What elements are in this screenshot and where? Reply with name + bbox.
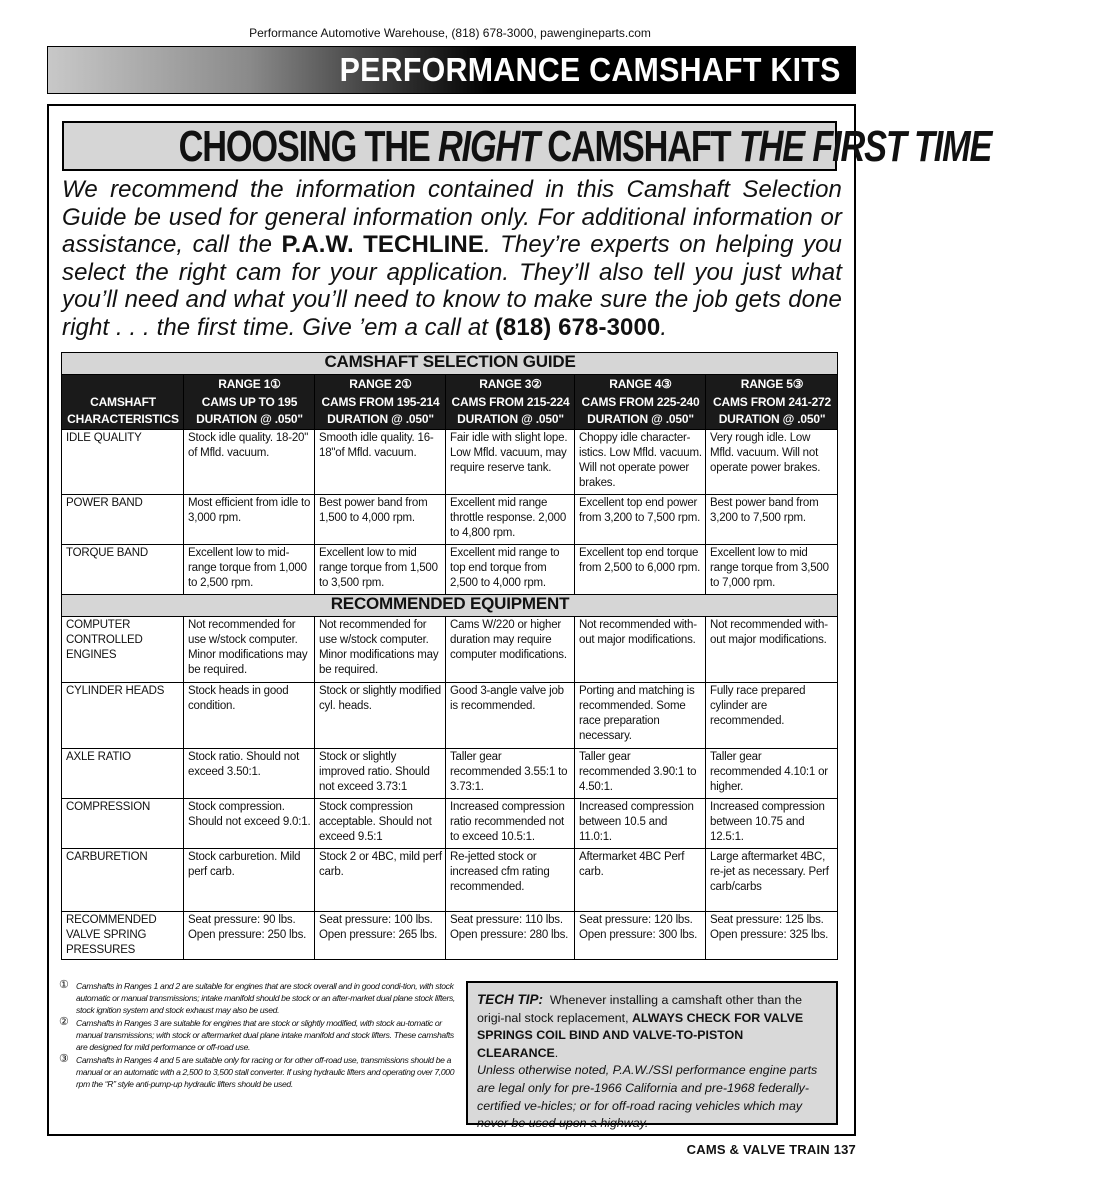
column-header-line: CAMS FROM 225-240	[581, 394, 700, 409]
table-cell: Fully race prepared cylinder are recommended.	[706, 682, 838, 748]
column-header-line: RANGE 5③	[740, 377, 804, 391]
footnote-number: ③	[59, 1053, 69, 1065]
table-row	[62, 544, 838, 594]
column-header-row	[62, 375, 838, 430]
tech-tip-box	[466, 981, 838, 1131]
table-cell: Stock idle quality. 18-20" of Mfld. vacuum.	[184, 429, 315, 494]
table-cell: Taller gear recommended 4.10:1 or higher.	[706, 748, 838, 798]
table-cell: Choppy idle character-istics. Low Mfld. vacuum. Will not operate power brakes.	[575, 429, 706, 494]
table-cell: Stock compression. Should not exceed 9.0:1.	[184, 798, 315, 848]
table-cell: Stock heads in good condition.	[184, 682, 315, 748]
table-cell: Seat pressure: 110 lbs. Open pressure: 280 lbs.	[446, 911, 575, 959]
table-cell: Re-jetted stock or increased cfm rating recommended.	[446, 848, 575, 911]
table-row	[62, 682, 838, 748]
column-header-line: CAMS FROM 241-272	[713, 394, 831, 409]
footnote-number: ①	[59, 979, 69, 991]
footnote-number: ②	[59, 1016, 69, 1028]
section-banner	[47, 46, 856, 94]
row-label: CARBURETION	[62, 848, 184, 911]
table-cell: Good 3-angle valve job is recommended.	[446, 682, 575, 748]
intro-text-2: . They’re experts on helping you select the right cam for your application. They’ll also tell you just what you’ll need and what you’ll need to know to make sure the job gets done right . . . the first time. Give ’em a call at	[62, 231, 843, 341]
techline-name: P.A.W. TECHLINE	[281, 231, 484, 259]
row-label: COMPUTER CONTROLLED ENGINES	[62, 616, 184, 682]
column-header-line: CAMSHAFT	[90, 394, 156, 409]
footnote-text: Camshafts in Ranges 4 and 5 are suitable only for racing or for other off-road use, transmissions should be a manual or an automatic with a 2,500 to 3,500 stall converter. If using hydraulic lifters and operating over 7,000 rpm the “R” style anti-pump-up hydraulic lifters should be used.	[76, 1055, 455, 1089]
table-cell: Best power band from 3,200 to 7,500 rpm.	[706, 494, 838, 544]
footnotes	[59, 980, 457, 1091]
table-row	[62, 616, 838, 682]
table-cell: Not recommended for use w/stock computer. Minor modifications may be required.	[315, 616, 446, 682]
table-cell: Stock carburetion. Mild perf carb.	[184, 848, 315, 911]
table-cell: Large aftermarket 4BC, re-jet as necessary. Perf carb/carbs	[706, 848, 838, 911]
column-header-line: CAMS FROM 215-224	[451, 394, 570, 409]
table-cell: Seat pressure: 125 lbs. Open pressure: 325 lbs.	[706, 911, 838, 959]
contact-line: Performance Automotive Warehouse, (818) 678-3000, pawengineparts.com	[249, 26, 651, 40]
row-label: AXLE RATIO	[62, 748, 184, 798]
table-cell: Seat pressure: 90 lbs. Open pressure: 250 lbs.	[184, 911, 315, 959]
tech-tip-warning: ALWAYS CHECK FOR VALVE SPRINGS COIL BIND AND VALVE-TO-PISTON CLEARANCE	[477, 1010, 804, 1060]
table-cell: Cams W/220 or higher duration may require computer modifications.	[446, 616, 575, 682]
column-header	[184, 375, 315, 430]
headline-part-3: CAMSHAFT	[538, 122, 739, 171]
table-cell: Excellent low to mid range torque from 1,500 to 3,500 rpm.	[315, 544, 446, 594]
table-cell: Stock ratio. Should not exceed 3.50:1.	[184, 748, 315, 798]
guide-title-row	[62, 353, 838, 375]
table-cell: Excellent low to mid range torque from 3,500 to 7,000 rpm.	[706, 544, 838, 594]
table-cell: Best power band from 1,500 to 4,000 rpm.	[315, 494, 446, 544]
footnote	[59, 1017, 457, 1053]
table-row	[62, 848, 838, 911]
column-header-line: DURATION @ .050"	[587, 412, 694, 426]
equipment-title-row	[62, 594, 838, 616]
column-header-line: CHARACTERISTICS	[67, 412, 179, 426]
column-header-line: RANGE 2①	[349, 377, 412, 391]
column-header-line: DURATION @ .050"	[457, 412, 564, 426]
headline-part-2: RIGHT	[437, 122, 539, 171]
table-cell: Taller gear recommended 3.90:1 to 4.50:1.	[575, 748, 706, 798]
table-cell: Excellent top end torque from 2,500 to 6,000 rpm.	[575, 544, 706, 594]
headline-part-1: CHOOSING THE	[178, 122, 438, 171]
equipment-title: RECOMMENDED EQUIPMENT	[62, 594, 838, 616]
table-cell: Fair idle with slight lope. Low Mfld. vacuum, may require reserve tank.	[446, 429, 575, 494]
column-header	[315, 375, 446, 430]
column-header-line: DURATION @ .050"	[718, 412, 826, 426]
footnote	[59, 1054, 457, 1090]
table-cell: Excellent mid range to top end torque from 2,500 to 4,000 rpm.	[446, 544, 575, 594]
row-label: POWER BAND	[62, 494, 184, 544]
column-header-line: DURATION @ .050"	[196, 412, 303, 426]
table-cell: Stock 2 or 4BC, mild perf carb.	[315, 848, 446, 911]
column-header	[62, 375, 184, 430]
column-header-line: RANGE 3②	[479, 377, 542, 391]
intro-paragraph	[62, 176, 842, 342]
intro-text-3: .	[660, 313, 668, 341]
table-row	[62, 494, 838, 544]
table-cell: Stock compression acceptable. Should not exceed 9.5:1	[315, 798, 446, 848]
table-cell: Aftermarket 4BC Perf carb.	[575, 848, 706, 911]
row-label: RECOMMENDED VALVE SPRING PRESSURES	[62, 911, 184, 959]
column-header-line: CAMS UP TO 195	[201, 394, 298, 409]
table-cell: Very rough idle. Low Mfld. vacuum. Will not operate power brakes.	[706, 429, 838, 494]
table-cell: Most efficient from idle to 3,000 rpm.	[184, 494, 315, 544]
camshaft-selection-table	[61, 352, 838, 960]
table-cell: Porting and matching is recommended. Some race preparation necessary.	[575, 682, 706, 748]
column-header	[446, 375, 575, 430]
column-header-line: CAMS FROM 195-214	[321, 394, 440, 409]
table-row	[62, 911, 838, 959]
table-row	[62, 798, 838, 848]
table-cell: Not recommended with-out major modifications.	[575, 616, 706, 682]
row-label: TORQUE BAND	[62, 544, 184, 594]
table-cell: Stock or slightly improved ratio. Should not exceed 3.73:1	[315, 748, 446, 798]
table-cell: Taller gear recommended 3.55:1 to 3.73:1.	[446, 748, 575, 798]
table-cell: Stock or slightly modified cyl. heads.	[315, 682, 446, 748]
column-header	[706, 375, 838, 430]
tech-tip-text: Whenever installing a camshaft other than the origi-nal stock replacement,	[477, 993, 802, 1025]
table-cell: Excellent mid range throttle response. 2,000 to 4,800 rpm.	[446, 494, 575, 544]
footnote-text: Camshafts in Ranges 1 and 2 are suitable for engines that are stock overall and in good condi-tion, with stock automatic or manual transmissions; intake manifold should be stock or an after-market dual plane stock lifters, stock ignition system and stock exhaust may also be used.	[76, 981, 455, 1015]
tech-tip-legal-note: Unless otherwise noted, P.A.W./SSI performance engine parts are legal only for pre-1966 California and pre-1968 federally-certified ve-hicles; or for off-road racing vehicles which may never be used upon a highway.	[477, 1063, 818, 1131]
table-cell: Seat pressure: 120 lbs. Open pressure: 300 lbs.	[575, 911, 706, 959]
table-cell: Increased compression between 10.75 and 12.5:1.	[706, 798, 838, 848]
table-cell: Seat pressure: 100 lbs. Open pressure: 265 lbs.	[315, 911, 446, 959]
column-header	[575, 375, 706, 430]
table-row	[62, 748, 838, 798]
column-header-line: RANGE 1①	[218, 377, 281, 391]
column-header-line: DURATION @ .050"	[327, 412, 434, 426]
banner-title: PERFORMANCE CAMSHAFT KITS	[339, 51, 841, 88]
table-cell: Not recommended with-out major modifications.	[706, 616, 838, 682]
row-label: COMPRESSION	[62, 798, 184, 848]
column-header-line	[66, 376, 180, 394]
page-footer: CAMS & VALVE TRAIN 137	[686, 1142, 856, 1157]
table-cell: Increased compression between 10.5 and 11.0:1.	[575, 798, 706, 848]
table-cell: Excellent top end power from 3,200 to 7,500 rpm.	[575, 494, 706, 544]
table-cell: Smooth idle quality. 16-18"of Mfld. vacuum.	[315, 429, 446, 494]
techline-phone: (818) 678-3000	[494, 313, 661, 341]
headline-part-4: THE FIRST TIME	[738, 122, 992, 171]
tech-tip-label: TECH TIP:	[477, 992, 543, 1007]
table-cell: Excellent low to mid-range torque from 1,000 to 2,500 rpm.	[184, 544, 315, 594]
column-header-line: RANGE 4③	[609, 377, 672, 391]
row-label: IDLE QUALITY	[62, 429, 184, 494]
table-cell: Increased compression ratio recommended not to exceed 10.5:1.	[446, 798, 575, 848]
intro-text-1: We recommend the information contained in this Camshaft Selection Guide be used for general information only. For additional information or assistance, call the	[62, 176, 842, 259]
table-cell: Not recommended for use w/stock computer. Minor modifications may be required.	[184, 616, 315, 682]
tech-tip-period: .	[554, 1045, 559, 1060]
footnote-text: Camshafts in Ranges 3 are suitable for engines that are stock or slightly modified, with stock au-tomatic or manual transmissions; with stock or aftermarket dual plane intake manifold and stock lifters. These camshafts are designed for mild performance or off-road use.	[76, 1018, 454, 1052]
guide-title: CAMSHAFT SELECTION GUIDE	[62, 353, 838, 375]
footnote	[59, 980, 457, 1016]
page-headline	[62, 121, 992, 171]
table-row	[62, 429, 838, 494]
row-label: CYLINDER HEADS	[62, 682, 184, 748]
